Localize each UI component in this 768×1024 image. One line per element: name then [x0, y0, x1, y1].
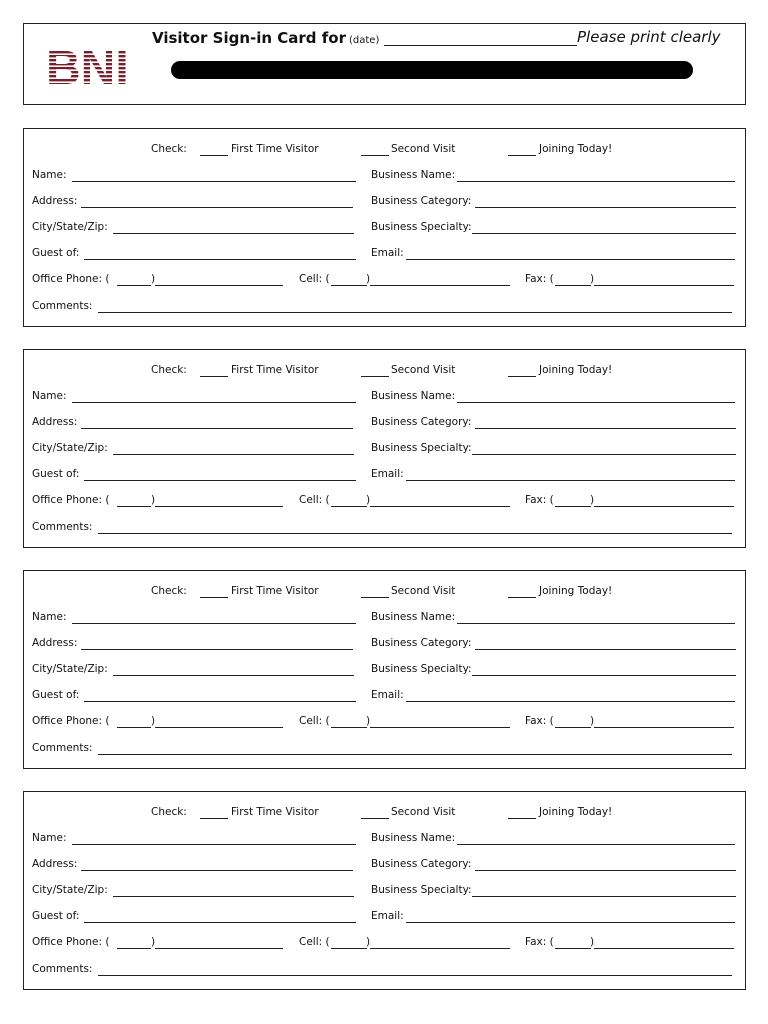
office-phone-paren: ): [151, 715, 156, 727]
office-phone-field[interactable]: [155, 727, 283, 728]
fax-label: Fax: (: [525, 936, 554, 948]
guest-of-field[interactable]: [84, 701, 356, 702]
cell-field[interactable]: [370, 285, 510, 286]
cell-label: Cell: (: [299, 936, 330, 948]
city-state-zip-field[interactable]: [113, 675, 354, 676]
city-state-zip-field[interactable]: [113, 896, 354, 897]
fax-area-field[interactable]: [555, 285, 591, 286]
phone-row: [24, 714, 745, 730]
first-time-checkbox-line[interactable]: [200, 155, 228, 156]
fax-field[interactable]: [594, 285, 734, 286]
office-phone-paren: ): [151, 494, 156, 506]
fax-paren: ): [590, 494, 595, 506]
fax-paren: ): [590, 936, 595, 948]
cell-label: Cell: (: [299, 273, 330, 285]
address-label: Address:: [32, 416, 78, 428]
check-row: [24, 584, 745, 600]
business-name-field[interactable]: [457, 623, 735, 624]
cell-field[interactable]: [370, 727, 510, 728]
bni-logo: [44, 39, 134, 89]
cell-field[interactable]: [370, 948, 510, 949]
business-specialty-label: Business Specialty:: [371, 884, 472, 896]
business-name-label: Business Name:: [371, 390, 456, 402]
guest-of-label: Guest of:: [32, 247, 80, 259]
fax-area-field[interactable]: [555, 727, 591, 728]
address-label: Address:: [32, 637, 78, 649]
office-phone-paren: ): [151, 273, 156, 285]
first-time-label: First Time Visitor: [231, 364, 319, 376]
print-note: Please print clearly: [577, 28, 721, 46]
cell-paren: ): [366, 273, 371, 285]
second-visit-checkbox-line[interactable]: [361, 376, 389, 377]
name-row: [24, 610, 745, 626]
comments-label: Comments:: [32, 963, 93, 975]
email-label: Email:: [371, 247, 404, 259]
card-title: Visitor Sign-in Card for (date): [152, 29, 380, 47]
guest-of-label: Guest of:: [32, 689, 80, 701]
office-phone-label: Office Phone: (: [32, 494, 110, 506]
business-category-label: Business Category:: [371, 195, 472, 207]
business-category-field[interactable]: [475, 870, 736, 871]
first-time-checkbox-line[interactable]: [200, 818, 228, 819]
date-hint: (date): [349, 35, 380, 46]
comments-row: [24, 962, 745, 978]
header-box: [23, 23, 746, 105]
check-label: Check:: [151, 806, 187, 818]
fax-field[interactable]: [594, 948, 734, 949]
check-label: Check:: [151, 364, 187, 376]
joining-today-label: Joining Today!: [539, 585, 613, 597]
office-phone-area-field[interactable]: [117, 285, 151, 286]
city-state-zip-field[interactable]: [113, 454, 354, 455]
check-row: [24, 805, 745, 821]
name-field[interactable]: [72, 844, 356, 845]
comments-field[interactable]: [98, 754, 732, 755]
name-label: Name:: [32, 169, 67, 181]
comments-row: [24, 299, 745, 315]
phone-row: [24, 935, 745, 951]
office-phone-field[interactable]: [155, 506, 283, 507]
joining-today-checkbox-line[interactable]: [508, 818, 536, 819]
address-row: [24, 415, 745, 431]
business-name-field[interactable]: [457, 844, 735, 845]
business-name-label: Business Name:: [371, 611, 456, 623]
city-state-zip-label: City/State/Zip:: [32, 221, 108, 233]
visitor-card-4: [23, 791, 746, 990]
fax-label: Fax: (: [525, 273, 554, 285]
comments-label: Comments:: [32, 300, 93, 312]
cell-paren: ): [366, 494, 371, 506]
cell-paren: ): [366, 715, 371, 727]
city-state-zip-label: City/State/Zip:: [32, 442, 108, 454]
business-category-field[interactable]: [475, 428, 736, 429]
office-phone-label: Office Phone: (: [32, 273, 110, 285]
cell-area-field[interactable]: [331, 506, 367, 507]
fax-field[interactable]: [594, 727, 734, 728]
joining-today-checkbox-line[interactable]: [508, 155, 536, 156]
joining-today-checkbox-line[interactable]: [508, 376, 536, 377]
city-row: [24, 220, 745, 236]
business-category-label: Business Category:: [371, 416, 472, 428]
address-field[interactable]: [81, 649, 353, 650]
first-time-label: First Time Visitor: [231, 143, 319, 155]
name-field[interactable]: [72, 402, 356, 403]
address-field[interactable]: [81, 870, 353, 871]
email-label: Email:: [371, 910, 404, 922]
second-visit-label: Second Visit: [391, 364, 456, 376]
phone-row: [24, 493, 745, 509]
guest-row: [24, 467, 745, 483]
address-label: Address:: [32, 858, 78, 870]
business-category-field[interactable]: [475, 207, 736, 208]
fax-paren: ): [590, 273, 595, 285]
fax-field[interactable]: [594, 506, 734, 507]
guest-of-label: Guest of:: [32, 910, 80, 922]
address-field[interactable]: [81, 207, 353, 208]
fax-area-field[interactable]: [555, 506, 591, 507]
cell-label: Cell: (: [299, 494, 330, 506]
phone-row: [24, 272, 745, 288]
city-state-zip-field[interactable]: [113, 233, 354, 234]
business-specialty-field[interactable]: [472, 896, 736, 897]
business-specialty-label: Business Specialty:: [371, 221, 472, 233]
email-field[interactable]: [406, 922, 735, 923]
joining-today-label: Joining Today!: [539, 806, 613, 818]
first-time-checkbox-line[interactable]: [200, 376, 228, 377]
business-category-label: Business Category:: [371, 858, 472, 870]
visitor-card-2: [23, 349, 746, 548]
office-phone-field[interactable]: [155, 285, 283, 286]
comments-label: Comments:: [32, 521, 93, 533]
office-phone-area-field[interactable]: [117, 727, 151, 728]
second-visit-label: Second Visit: [391, 143, 456, 155]
cell-label: Cell: (: [299, 715, 330, 727]
guest-of-label: Guest of:: [32, 468, 80, 480]
comments-row: [24, 520, 745, 536]
address-row: [24, 194, 745, 210]
office-phone-paren: ): [151, 936, 156, 948]
second-visit-checkbox-line[interactable]: [361, 597, 389, 598]
business-specialty-label: Business Specialty:: [371, 663, 472, 675]
second-visit-checkbox-line[interactable]: [361, 818, 389, 819]
check-label: Check:: [151, 585, 187, 597]
fax-label: Fax: (: [525, 715, 554, 727]
business-specialty-field[interactable]: [472, 675, 736, 676]
business-specialty-field[interactable]: [472, 454, 736, 455]
address-row: [24, 857, 745, 873]
business-name-field[interactable]: [457, 402, 735, 403]
name-label: Name:: [32, 390, 67, 402]
cell-area-field[interactable]: [331, 727, 367, 728]
city-row: [24, 662, 745, 678]
black-bar: [171, 61, 693, 79]
date-input-line[interactable]: [384, 45, 577, 46]
comments-field[interactable]: [98, 533, 732, 534]
business-name-field[interactable]: [457, 181, 735, 182]
check-row: [24, 142, 745, 158]
business-name-label: Business Name:: [371, 832, 456, 844]
cell-field[interactable]: [370, 506, 510, 507]
name-field[interactable]: [72, 181, 356, 182]
name-field[interactable]: [72, 623, 356, 624]
check-row: [24, 363, 745, 379]
second-visit-label: Second Visit: [391, 585, 456, 597]
name-label: Name:: [32, 832, 67, 844]
office-phone-area-field[interactable]: [117, 948, 151, 949]
city-row: [24, 883, 745, 899]
city-row: [24, 441, 745, 457]
email-label: Email:: [371, 468, 404, 480]
joining-today-label: Joining Today!: [539, 143, 613, 155]
business-category-field[interactable]: [475, 649, 736, 650]
visitor-card-1: [23, 128, 746, 327]
joining-today-label: Joining Today!: [539, 364, 613, 376]
name-row: [24, 389, 745, 405]
business-specialty-label: Business Specialty:: [371, 442, 472, 454]
business-specialty-field[interactable]: [472, 233, 736, 234]
check-label: Check:: [151, 143, 187, 155]
comments-field[interactable]: [98, 975, 732, 976]
second-visit-label: Second Visit: [391, 806, 456, 818]
email-field[interactable]: [406, 259, 735, 260]
svg-text:BNI: BNI: [46, 42, 129, 89]
fax-paren: ): [590, 715, 595, 727]
comments-field[interactable]: [98, 312, 732, 313]
joining-today-checkbox-line[interactable]: [508, 597, 536, 598]
guest-of-field[interactable]: [84, 922, 356, 923]
first-time-checkbox-line[interactable]: [200, 597, 228, 598]
first-time-label: First Time Visitor: [231, 585, 319, 597]
name-row: [24, 831, 745, 847]
guest-row: [24, 246, 745, 262]
cell-area-field[interactable]: [331, 285, 367, 286]
fax-area-field[interactable]: [555, 948, 591, 949]
email-label: Email:: [371, 689, 404, 701]
email-field[interactable]: [406, 480, 735, 481]
fax-label: Fax: (: [525, 494, 554, 506]
office-phone-area-field[interactable]: [117, 506, 151, 507]
guest-row: [24, 909, 745, 925]
name-label: Name:: [32, 611, 67, 623]
business-name-label: Business Name:: [371, 169, 456, 181]
second-visit-checkbox-line[interactable]: [361, 155, 389, 156]
guest-of-field[interactable]: [84, 480, 356, 481]
guest-of-field[interactable]: [84, 259, 356, 260]
office-phone-field[interactable]: [155, 948, 283, 949]
cell-area-field[interactable]: [331, 948, 367, 949]
comments-label: Comments:: [32, 742, 93, 754]
cell-paren: ): [366, 936, 371, 948]
comments-row: [24, 741, 745, 757]
address-row: [24, 636, 745, 652]
guest-row: [24, 688, 745, 704]
office-phone-label: Office Phone: (: [32, 715, 110, 727]
business-category-label: Business Category:: [371, 637, 472, 649]
address-label: Address:: [32, 195, 78, 207]
address-field[interactable]: [81, 428, 353, 429]
name-row: [24, 168, 745, 184]
first-time-label: First Time Visitor: [231, 806, 319, 818]
city-state-zip-label: City/State/Zip:: [32, 884, 108, 896]
email-field[interactable]: [406, 701, 735, 702]
office-phone-label: Office Phone: (: [32, 936, 110, 948]
visitor-card-3: [23, 570, 746, 769]
city-state-zip-label: City/State/Zip:: [32, 663, 108, 675]
